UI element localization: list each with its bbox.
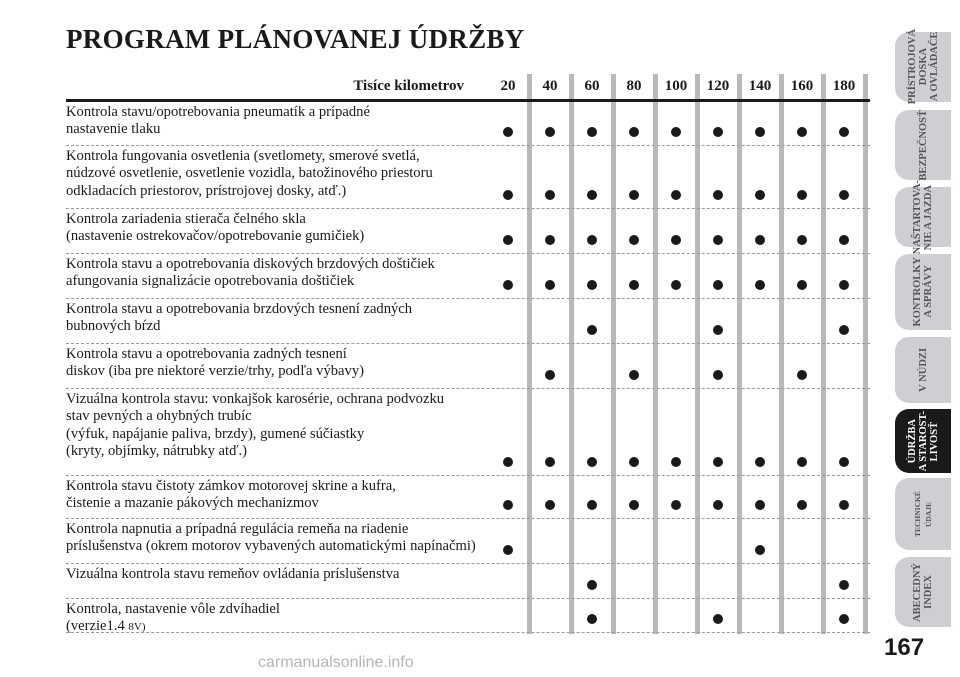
row-description-line: Kontrola stavu a opotrebovania brzdových tesnení zadných	[66, 301, 413, 317]
check-mark-dot-20	[503, 500, 513, 510]
row-description	[66, 391, 444, 461]
km-value-40: 40	[542, 78, 558, 94]
check-mark-dot-140	[755, 500, 765, 510]
check-mark-dot-60	[587, 500, 597, 510]
check-mark-dot-140	[755, 127, 765, 137]
check-mark-dot-80	[629, 500, 639, 510]
check-mark-dot-100	[671, 280, 681, 290]
table-row	[66, 598, 870, 633]
check-mark-dot-40	[545, 280, 555, 290]
row-description-line: Kontrola stavu a opotrebovania diskových brzdových doštičiek	[66, 256, 435, 272]
km-value-100: 100	[664, 78, 688, 94]
km-value-80: 80	[626, 78, 642, 94]
check-mark-dot-120	[713, 325, 723, 335]
row-description-line: odkladacích priestorov, prístrojovej dosky, atď.)	[66, 182, 347, 199]
row-description-line: núdzové osvetlenie, osvetlenie vozidla, batožinového priestoru	[66, 165, 433, 182]
chapter-tab-6[interactable]	[895, 409, 951, 473]
check-mark-dot-100	[671, 235, 681, 245]
table-row	[66, 208, 870, 254]
check-mark-dot-100	[671, 500, 681, 510]
row-description-line: (verzie1.4	[66, 618, 129, 635]
row-description	[66, 478, 396, 513]
chapter-tab-label: PRÍSTROJOVÁ DOSKA A OVLÁDAČE	[906, 29, 940, 105]
check-mark-dot-40	[545, 190, 555, 200]
row-description-line: Kontrola fungovania osvetlenia (svetlomety, smerové svetlá,	[66, 148, 420, 164]
check-mark-dot-20	[503, 127, 513, 137]
km-value-20: 20	[500, 78, 516, 94]
row-description-line: nastavenie tlaku	[66, 121, 161, 138]
check-mark-dot-20	[503, 190, 513, 200]
check-mark-dot-40	[545, 127, 555, 137]
check-mark-dot-180	[839, 457, 849, 467]
row-description	[66, 211, 364, 246]
row-description-line: Kontrola stavu čistoty zámkov motorovej skrine a kufra,	[66, 478, 396, 494]
check-mark-dot-160	[797, 190, 807, 200]
check-mark-dot-60	[587, 235, 597, 245]
check-mark-dot-60	[587, 280, 597, 290]
chapter-tab-label: ÚDRŽBA A STAROST- LIVOSŤ	[906, 410, 940, 472]
maintenance-table	[66, 68, 870, 634]
check-mark-dot-40	[545, 235, 555, 245]
km-value-120: 120	[706, 78, 730, 94]
check-mark-dot-120	[713, 235, 723, 245]
check-mark-dot-180	[839, 325, 849, 335]
check-mark-dot-180	[839, 580, 849, 590]
table-row	[66, 298, 870, 344]
check-mark-dot-120	[713, 457, 723, 467]
row-description-line: stav pevných a ohybných trubíc	[66, 408, 252, 425]
watermark: carmanualsonline.info	[258, 654, 414, 671]
chapter-tab-2[interactable]	[895, 110, 951, 180]
row-description-line: Kontrola stavu a opotrebovania zadných tesnení	[66, 346, 347, 362]
check-mark-dot-80	[629, 190, 639, 200]
row-description	[66, 346, 364, 381]
row-description-line: Kontrola napnutia a prípadná regulácia remeňa na riadenie	[66, 521, 409, 537]
km-value-140: 140	[748, 78, 772, 94]
check-mark-dot-160	[797, 127, 807, 137]
chapter-tab-label: ABECEDNÝ INDEX	[912, 562, 934, 622]
chapter-tab-label: KONTROLKY A SPRÁVY	[912, 257, 934, 327]
row-description	[66, 148, 433, 200]
table-row	[66, 563, 870, 599]
check-mark-dot-120	[713, 280, 723, 290]
check-mark-dot-80	[629, 370, 639, 380]
row-description-line: Kontrola stavu/opotrebovania pneumatík a prípadné	[66, 104, 370, 120]
page-number: 167	[884, 634, 925, 661]
check-mark-dot-120	[713, 614, 723, 624]
check-mark-dot-40	[545, 457, 555, 467]
chapter-tab-label: V NÚDZI	[917, 348, 929, 392]
km-header-label: Tisíce kilometrov	[353, 78, 464, 94]
table-row	[66, 343, 870, 389]
table-row	[66, 518, 870, 564]
table-row	[66, 145, 870, 209]
chapter-tab-1[interactable]	[895, 29, 951, 105]
check-mark-dot-80	[629, 457, 639, 467]
check-mark-dot-180	[839, 235, 849, 245]
check-mark-dot-160	[797, 235, 807, 245]
check-mark-dot-60	[587, 127, 597, 137]
row-description-line: príslušenstva (okrem motorov vybavených automatickými napínačmi)	[66, 538, 476, 555]
check-mark-dot-140	[755, 235, 765, 245]
check-mark-dot-100	[671, 127, 681, 137]
check-mark-dot-180	[839, 614, 849, 624]
check-mark-dot-100	[671, 190, 681, 200]
row-description-line: Kontrola, nastavenie vôle zdvíhadiel	[66, 601, 280, 617]
km-value-180: 180	[832, 78, 856, 94]
table-row	[66, 475, 870, 519]
row-description	[66, 256, 435, 291]
row-description-line: Vizuálna kontrola stavu remeňov ovládania príslušenstva	[66, 566, 400, 582]
row-description-line: (výfuk, napájanie paliva, brzdy), gumené súčiastky	[66, 425, 365, 442]
check-mark-dot-120	[713, 370, 723, 380]
km-value-60: 60	[584, 78, 600, 94]
check-mark-dot-60	[587, 325, 597, 335]
check-mark-dot-160	[797, 370, 807, 380]
check-mark-dot-140	[755, 280, 765, 290]
check-mark-dot-180	[839, 190, 849, 200]
chapter-tab-3[interactable]	[895, 179, 951, 255]
row-description-line: afungovania signalizácie opotrebovania doštičiek	[66, 273, 355, 290]
check-mark-dot-140	[755, 190, 765, 200]
table-row	[66, 253, 870, 299]
check-mark-dot-60	[587, 614, 597, 624]
check-mark-dot-40	[545, 500, 555, 510]
row-description	[66, 566, 399, 583]
km-value-160: 160	[790, 78, 814, 94]
row-description	[66, 601, 280, 637]
check-mark-dot-20	[503, 235, 513, 245]
chapter-tab-label: TECHNICKÉ ÚDAJE	[913, 491, 933, 537]
check-mark-dot-120	[713, 190, 723, 200]
row-description-line: Kontrola zariadenia stierača čelného skla	[66, 211, 306, 227]
check-mark-dot-120	[713, 500, 723, 510]
row-description-line: (nastavenie ostrekovačov/opotrebovanie gumičiek)	[66, 228, 365, 245]
page-title: PROGRAM PLÁNOVANEJ ÚDRŽBY	[66, 24, 525, 54]
chapter-tab-label: NAŠTARTOVA- NIE A JAZDA	[912, 179, 934, 255]
table-row	[66, 101, 870, 146]
row-description-line: čistenie a mazanie pákových mechanizmov	[66, 495, 319, 512]
check-mark-dot-180	[839, 500, 849, 510]
chapter-tab-5[interactable]	[895, 337, 951, 403]
check-mark-dot-180	[839, 127, 849, 137]
row-description	[66, 521, 476, 556]
check-mark-dot-140	[755, 457, 765, 467]
check-mark-dot-80	[629, 280, 639, 290]
chapter-tab-label: BEZPEČNOSŤ	[917, 109, 929, 181]
check-mark-dot-80	[629, 235, 639, 245]
check-mark-dot-120	[713, 127, 723, 137]
check-mark-dot-60	[587, 457, 597, 467]
check-mark-dot-140	[755, 545, 765, 555]
check-mark-dot-20	[503, 457, 513, 467]
row-description-line: diskov (iba pre niektoré verzie/trhy, podľa výbavy)	[66, 363, 364, 380]
row-description	[66, 301, 412, 336]
check-mark-dot-20	[503, 280, 513, 290]
chapter-tab-8[interactable]	[895, 557, 951, 627]
check-mark-dot-60	[587, 190, 597, 200]
row-description-line: (kryty, objímky, nátrubky atď.)	[66, 443, 248, 460]
chapter-tab-4[interactable]	[895, 254, 951, 330]
check-mark-dot-160	[797, 280, 807, 290]
check-mark-dot-40	[545, 370, 555, 380]
check-mark-dot-100	[671, 457, 681, 467]
row-description-line: bubnových bŕzd	[66, 318, 161, 335]
check-mark-dot-180	[839, 280, 849, 290]
row-description	[66, 104, 370, 139]
chapter-tab-7[interactable]	[895, 478, 951, 550]
row-description-suffix: 8V)	[128, 621, 146, 634]
row-description-line: Vizuálna kontrola stavu: vonkajšok karosérie, ochrana podvozku	[66, 391, 445, 407]
table-row	[66, 388, 870, 476]
check-mark-dot-80	[629, 127, 639, 137]
check-mark-dot-20	[503, 545, 513, 555]
check-mark-dot-60	[587, 580, 597, 590]
check-mark-dot-160	[797, 457, 807, 467]
check-mark-dot-160	[797, 500, 807, 510]
